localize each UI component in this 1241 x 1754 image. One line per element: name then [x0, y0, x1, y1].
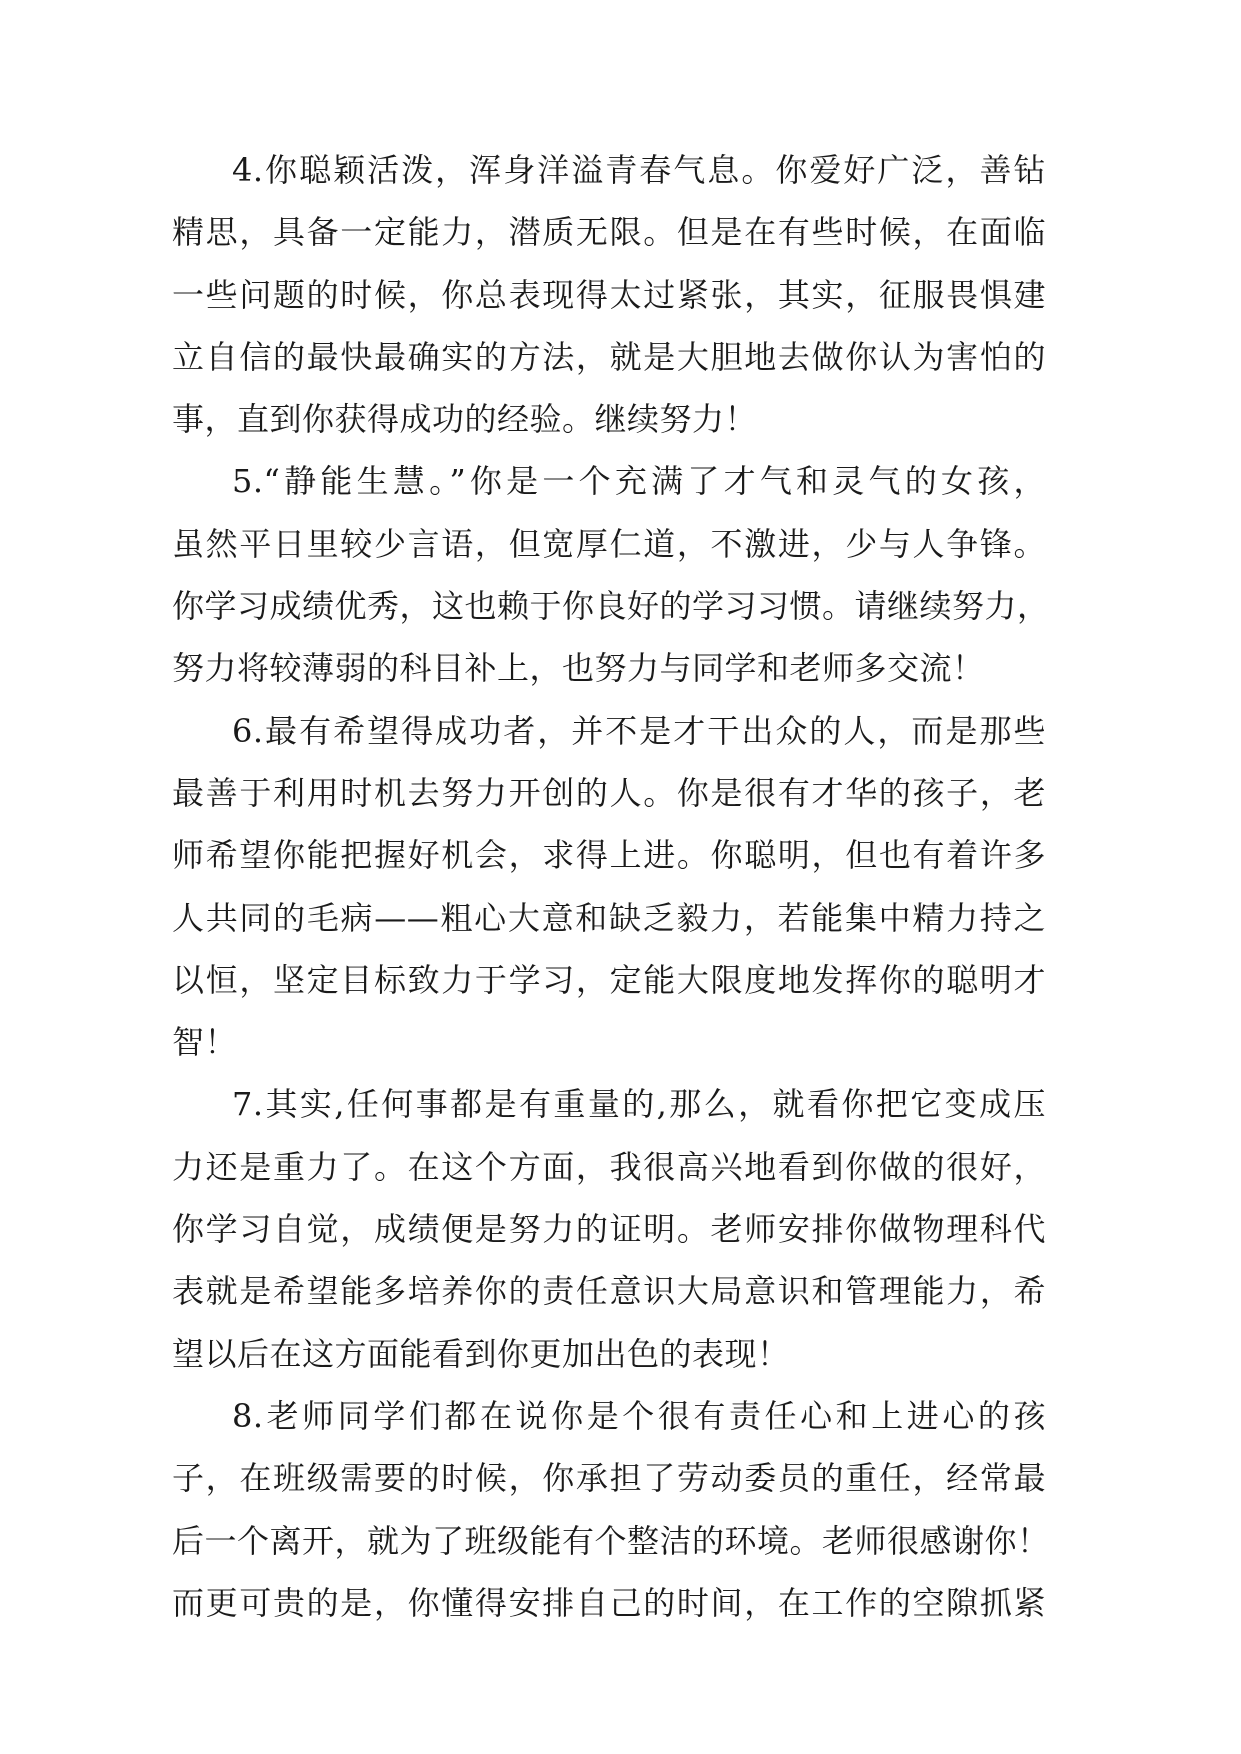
paragraph-4 — [172, 139, 1046, 450]
text-line: 智！ — [172, 1023, 238, 1062]
text-line: 师希望你能把握好机会，求得上进。你聪明，但也有着许多 — [172, 836, 1046, 875]
text-line: 力还是重力了。在这个方面，我很高兴地看到你做的很好， — [172, 1147, 1046, 1186]
text-line: 精思，具备一定能力，潜质无限。但是在有些时候，在面临 — [172, 213, 1046, 252]
text-line: 表就是希望能多培养你的责任意识大局意识和管理能力，希 — [172, 1272, 1046, 1311]
paragraph-6 — [172, 700, 1046, 1074]
text-line: 后一个离开，就为了班级能有个整洁的环境。老师很感谢你！ — [172, 1521, 1050, 1560]
text-line: 事，直到你获得成功的经验。继续努力！ — [172, 400, 758, 439]
text-line: 你学习自觉，成绩便是努力的证明。老师安排你做物理科代 — [172, 1210, 1046, 1249]
text-line: 望以后在这方面能看到你更加出色的表现！ — [172, 1334, 790, 1373]
text-line: 努力将较薄弱的科目补上，也努力与同学和老师多交流！ — [172, 649, 985, 688]
paragraph-7 — [172, 1073, 1046, 1384]
text-line: 以恒，坚定目标致力于学习，定能大限度地发挥你的聪明才 — [172, 960, 1046, 999]
paragraph-8 — [172, 1385, 1050, 1634]
text-line: 子，在班级需要的时候，你承担了劳动委员的重任，经常最 — [172, 1459, 1046, 1498]
text-line: 8.老师同学们都在说你是个很有责任心和上进心的孩 — [232, 1396, 1046, 1435]
text-line: 最善于利用时机去努力开创的人。你是很有才华的孩子，老 — [172, 773, 1046, 812]
text-line: 4.你聪颖活泼，浑身洋溢青春气息。你爱好广泛，善钻 — [232, 151, 1046, 189]
document-body — [172, 139, 1050, 1634]
text-line: 7.其实,任何事都是有重量的,那么，就看你把它变成压 — [232, 1085, 1046, 1124]
text-line: 而更可贵的是，你懂得安排自己的时间，在工作的空隙抓紧 — [172, 1583, 1046, 1622]
paragraph-5 — [172, 450, 1050, 699]
text-line: 你学习成绩优秀，这也赖于你良好的学习习惯。请继续努力， — [172, 587, 1050, 626]
text-line: 立自信的最快最确实的方法，就是大胆地去做你认为害怕的 — [172, 337, 1046, 376]
text-line: 5.“静能生慧。”你是一个充满了才气和灵气的女孩， — [232, 462, 1046, 501]
text-line: 虽然平日里较少言语，但宽厚仁道，不激进，少与人争锋。 — [172, 524, 1046, 563]
text-line: 一些问题的时候，你总表现得太过紧张，其实，征服畏惧建 — [172, 275, 1046, 314]
text-line: 人共同的毛病——粗心大意和缺乏毅力，若能集中精力持之 — [172, 898, 1046, 937]
text-line: 6.最有希望得成功者，并不是才干出众的人，而是那些 — [232, 711, 1046, 750]
